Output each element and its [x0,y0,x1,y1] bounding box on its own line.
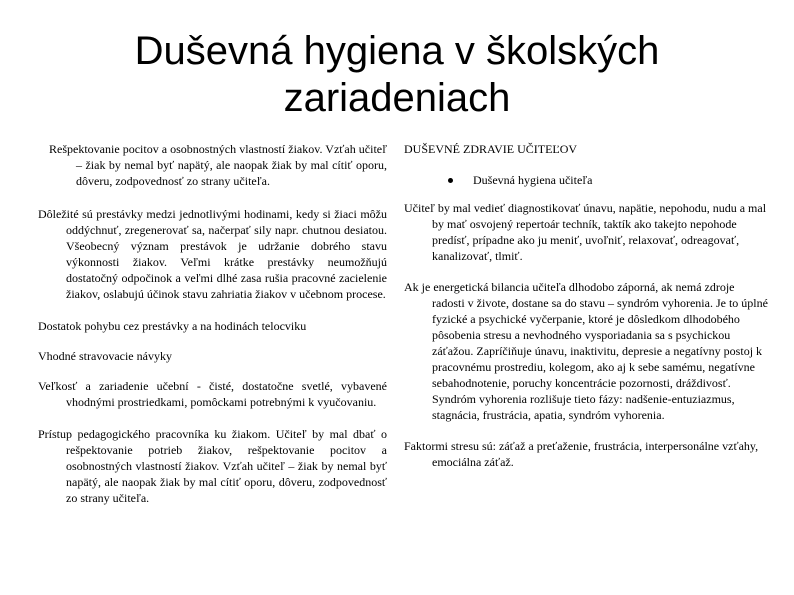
left-paragraph-classrooms: Veľkosť a zariadenie učební - čisté, dostatočne svetlé, vybavené vhodnými prostriedkami, pomôckami potrebnými k vyučovaniu. [38,379,387,409]
bullet-text: Duševná hygiena učiteľa [473,173,593,187]
left-paragraph-movement: Dostatok pohybu cez prestávky a na hodinách telocviku [38,319,307,333]
left-paragraph-eating: Vhodné stravovacie návyky [38,349,172,363]
right-paragraph-diagnose: Učiteľ by mal vedieť diagnostikovať únavu, napätie, nepohodu, nudu a mal by mať osvojený repertoár techník, taktík ako takejto nepohode predísť, prípadne ako ju meniť, uvoľniť, relaxovať, odreagovať, kanalizovať, tlmiť. [404,201,767,263]
slide-title [80,28,714,122]
bullet-item [404,172,770,188]
right-paragraph-stress-factors: Faktormi stresu sú: záťaž a preťaženie, frustrácia, interpersonálne vzťahy, emociálna záťaž. [404,439,759,469]
right-heading: DUŠEVNÉ ZDRAVIE UČITEĽOV [404,142,578,156]
right-paragraph-burnout: Ak je energetická bilancia učiteľa dlhodobo záporná, ak nemá zdroje radosti v živote, dostane sa do stavu – syndróm vyhorenia. Je to úplné fyzické a psychické vyčerpanie, ktoré je dôsledkom dlhodobého pôsobenia stresu a nevhodného vysporiadania sa s psychickou záťažou. Zapríčiňuje únavu, inaktivitu, depresie a negatívny postoj k pracovnému prostrediu, kolegom, ako aj k sebe samému, negatívne sebahodnotenie, poruchy koncentrácie pozornosti, dráždivosť. Syndróm vyhorenia rozlišuje tieto fázy: nadšenie-entuziazmus, stagnácia, frustrácia, apatia, syndróm vyhorenia. [404,280,768,422]
left-paragraph-breaks: Dôležité sú prestávky medzi jednotlivými hodinami, kedy si žiaci môžu oddýchnuť, zregenerovať sa, načerpať sily napr. chutnou desiatou. Všeobecný význam prestávok je udržanie dobrého stavu výkonnosti žiakov. Veľmi krátke prestávky neumožňujú dostatočný odpočinok a veľmi dlhé zasa rušia pracovné zacielenie žiakov, oslabujú účinok stavu zahriatia žiakov v učebnom procese. [38,207,387,301]
right-column [404,141,770,470]
title-line-2: zariadeniach [283,76,511,120]
left-paragraph-respect: Rešpektovanie pocitov a osobnostných vlastností žiakov. Vzťah učiteľ – žiak by nemal byť napätý, ale naopak žiak by mal cítiť oporu, dôveru, zodpovednosť zo strany učiteľa. [49,142,387,188]
left-paragraph-approach: Prístup pedagogického pracovníka ku žiakom. Učiteľ by mal dbať o rešpektovanie potrieb žiakov, rešpektovanie pocitov a osobnostných vlastností žiakov. Vzťah učiteľ – žiak by nemal byť napätý, ale naopak žiak by mal cítiť oporu, dôveru, zodpovednosť zo strany učiteľa. [38,427,387,505]
left-column [38,141,387,506]
title-line-1: Duševná hygiena v školských [134,29,660,73]
bullet-icon [448,178,453,183]
